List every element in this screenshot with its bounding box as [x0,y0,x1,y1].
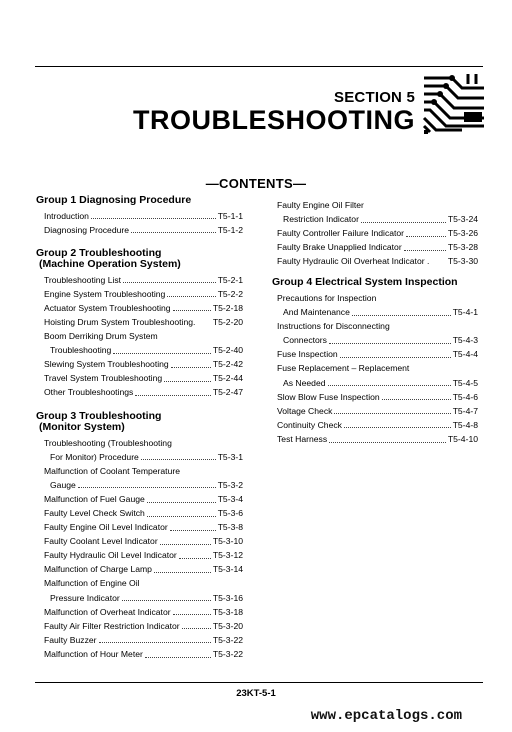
toc-entry[interactable]: Hoisting Drum System Troubleshooting. T5-2-20 [44,316,243,327]
section-label: SECTION 5 [334,89,415,106]
toc-entry[interactable]: Slewing System Troubleshooting T5-2-42 [44,359,243,370]
toc-entry[interactable]: Fuse Inspection T5-4-4 [277,349,478,360]
toc-entry[interactable]: Malfunction of Hour Meter T5-3-22 [44,648,243,659]
toc-entry[interactable]: Malfunction of Charge Lamp T5-3-14 [44,564,243,575]
toc-entry-line1: Troubleshooting (Troubleshooting [44,437,172,448]
toc-entry[interactable]: Gauge T5-3-2 [50,479,243,490]
toc-entry[interactable]: Faulty Hydraulic Oil Level Indicator T5-3-12 [44,550,243,561]
toc-entry[interactable]: Faulty Buzzer T5-3-22 [44,634,243,645]
group-2-subtitle: (Machine Operation System) [39,258,181,271]
toc-entry[interactable]: Engine System Troubleshooting T5-2-2 [44,288,243,299]
toc-entry[interactable]: And Maintenance T5-4-1 [283,307,478,318]
group-4-title: Group 4 Electrical System Inspection [272,276,458,289]
toc-entry[interactable]: Troubleshooting T5-2-40 [50,345,243,356]
toc-entry[interactable]: Test Harness T5-4-10 [277,433,478,444]
toc-entry-line1: Fuse Replacement – Replacement [277,363,410,374]
toc-entry[interactable]: Faulty Hydraulic Oil Overheat Indicator . T5-3-30 [277,256,478,267]
toc-entry[interactable]: Faulty Brake Unapplied Indicator T5-3-28 [277,242,478,253]
toc-entry[interactable]: Troubleshooting List T5-2-1 [44,274,243,285]
page-title: TROUBLESHOOTING [133,105,415,135]
toc-entry[interactable]: Faulty Coolant Level Indicator T5-3-10 [44,536,243,547]
toc-entry-line1: Instructions for Disconnecting [277,321,390,332]
toc-entry-line1: Faulty Engine Oil Filter [277,200,364,210]
contents-heading: —CONTENTS— [205,176,307,191]
toc-entry[interactable]: Continuity Check T5-4-8 [277,419,478,430]
watermark-link[interactable]: www.epcatalogs.com [310,708,462,724]
toc-entry[interactable]: Diagnosing Procedure T5-1-2 [44,224,243,235]
toc-entry[interactable]: Introduction T5-1-1 [44,210,243,221]
toc-entry[interactable]: Faulty Controller Failure Indicator T5-3-26 [277,228,478,239]
toc-entry[interactable]: Faulty Engine Oil Level Indicator T5-3-8 [44,522,243,533]
toc-entry[interactable]: Malfunction of Overheat Indicator T5-3-18 [44,606,243,617]
toc-entry[interactable]: Pressure Indicator T5-3-16 [50,592,243,603]
group-3-title: Group 3 Troubleshooting [36,409,162,422]
bottom-rule [35,682,483,683]
toc-entry[interactable]: Slow Blow Fuse Inspection T5-4-6 [277,391,478,402]
toc-entry[interactable]: Connectors T5-4-3 [283,335,478,346]
page-number: 23KT-5-1 [236,688,276,699]
toc-entry-line1: Malfunction of Coolant Temperature [44,465,180,476]
toc-left-column [36,195,243,661]
toc-entry[interactable]: As Needed T5-4-5 [283,377,478,388]
circuit-logo-icon [422,72,486,136]
toc-entry-line1: Boom Derriking Drum System [44,331,158,342]
toc-entry[interactable]: For Monitor) Procedure T5-3-1 [50,451,243,462]
toc-entry[interactable]: Faulty Level Check Switch T5-3-6 [44,508,243,518]
toc-entry[interactable]: Other Troubleshootings T5-2-47 [44,387,243,398]
toc-right-column [272,198,478,446]
toc-entry[interactable]: Restriction Indicator T5-3-24 [283,214,478,225]
group-3-subtitle: (Monitor System) [39,421,125,434]
toc-entry[interactable]: Voltage Check T5-4-7 [277,405,478,416]
group-2-title: Group 2 Troubleshooting [36,246,162,259]
toc-entry-line1: Precautions for Inspection [277,292,377,303]
top-rule [35,66,483,67]
toc-entry[interactable]: Faulty Air Filter Restriction Indicator T5-3-20 [44,620,243,631]
toc-entry[interactable]: Travel System Troubleshooting T5-2-44 [44,373,243,384]
toc-entry[interactable]: Malfunction of Fuel Gauge T5-3-4 [44,493,243,504]
group-1-title: Group 1 Diagnosing Procedure [36,194,192,206]
toc-entry[interactable]: Actuator System Troubleshooting T5-2-18 [44,302,243,313]
toc-entry-line1: Malfunction of Engine Oil [44,578,140,589]
